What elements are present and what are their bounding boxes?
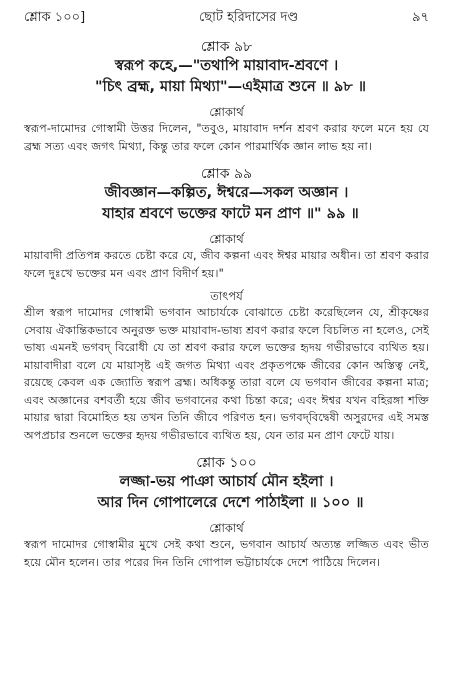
verse-99-text bbox=[24, 183, 429, 225]
verse-100-translation-label: শ্লোকার্থ bbox=[209, 521, 244, 535]
page-number: ৯৭ bbox=[412, 10, 429, 25]
verse-99-line-1: জীবজ্ঞান—কল্পিত, ঈশ্বরে—সকল অজ্ঞান । bbox=[104, 185, 349, 201]
verse-100-line-2: আর দিন গোপালেরে দেশে পাঠাইলা ॥ ১০০ ॥ bbox=[97, 495, 364, 511]
verse-98-translation: স্বরূপ-দামোদর গোস্বামী উত্তর দিলেন, "তবুও, মায়াবাদ দর্শন শ্রবণ করার ফলে মনে হয় যে ব্রহ্ম সত্য এবং জগৎ মিথ্যা, কিন্তু তার ফলে কোন পারমার্থিক জ্ঞান লাভ হয় না। bbox=[24, 122, 429, 153]
verse-99-purport: শ্রীল স্বরূপ দামোদর গোস্বামী ভগবান আচার্যকে বোঝাতে চেষ্টা করেছিলেন যে, শ্রীকৃষ্ণের সেবায় ঐকান্তিকভাবে অনুরক্ত ভক্ত মায়াবাদ-ভাষ্য শ্রবণ করার ফলে বিচলিত না হলেও, সেই ভাষ্য এমনই ভগবদ্ বিরোধী যে তা শ্রবণ করার ফলে ভক্তের হৃদয় গভীরভাবে ব্যথিত হয়। মায়াবাদীরা বলে যে মায়াসৃষ্ট এই জগত মিথ্যা এবং প্রকৃতপক্ষে জীবের কোন অস্তিত্ব নেই, রয়েছে কেবল এক জ্যোতি স্বরূপ ব্রহ্ম। অধিকন্তু তারা বলে যে ভগবান জীবের কল্পনা মাত্র; এবং অজ্ঞানের বশবর্তী হয়ে জীব ভগবানের কথা চিন্তা করে; এবং ঈশ্বর যখন বহিরঙ্গা শক্তি মায়ার দ্বারা বিমোহিত হয় তখন তিনি জীবে পরিণত হন। ভগবদ্‌বিদ্বেষী অসুরদের এই সমস্ত অপপ্রচার শুনলে ভক্তের হৃদয় গভীরভাবে ব্যথিত হয়, যেন তার মন প্রাণ ফেটে যায়। bbox=[24, 306, 429, 442]
verse-99-title: শ্লোক ৯৯ bbox=[200, 166, 253, 182]
verse-100-line-1: লজ্জা-ভয় পাঞা আচার্য মৌন হইলা । bbox=[119, 474, 334, 490]
verse-99-translation: মায়াবাদী প্রতিপন্ন করতে চেষ্টা করে যে, জীব কল্পনা এবং ঈশ্বর মায়ার অধীন। তা শ্রবণ করার ফলে দুঃখে ভক্তের মন এবং প্রাণ বিদীর্ণ হয়।" bbox=[24, 249, 429, 280]
verse-100-title: শ্লোক ১০০ bbox=[196, 455, 257, 471]
verse-99-line-2: যাহার শ্রবণে ভক্তের ফাটে মন প্রাণ ॥" ৯৯ ॥ bbox=[102, 206, 359, 222]
verse-98-line-2: "চিৎ ব্রহ্ম, মায়া মিথ্যা"—এইমাত্র শুনে ॥ ৯৮ ॥ bbox=[95, 79, 366, 95]
header-verse-range: শ্লোক ১০০] bbox=[24, 10, 86, 25]
verse-99-translation-label: শ্লোকার্থ bbox=[209, 232, 244, 246]
verse-98-text bbox=[24, 56, 429, 98]
verse-98-title: শ্লোক ৯৮ bbox=[200, 39, 253, 55]
header-chapter-title: ছোট হরিদাসের দণ্ড bbox=[198, 10, 299, 25]
verse-100-text bbox=[24, 472, 429, 514]
verse-99-purport-label: তাৎপর্য bbox=[210, 289, 243, 303]
running-header bbox=[24, 8, 429, 28]
verse-98-line-1: স্বরূপ কহে,—"তথাপি মায়াবাদ-শ্রবণে । bbox=[114, 58, 339, 74]
verse-98-translation-label: শ্লোকার্থ bbox=[209, 105, 244, 119]
verse-100-translation: স্বরূপ দামোদর গোস্বামীর মুখে সেই কথা শুনে, ভগবান আচার্য অত্যন্ত লজ্জিত এবং ভীত হয়ে মৌন হলেন। তার পরের দিন তিনি গোপাল ভট্টাচার্যকে দেশে পাঠিয়ে দিলেন। bbox=[24, 538, 429, 569]
